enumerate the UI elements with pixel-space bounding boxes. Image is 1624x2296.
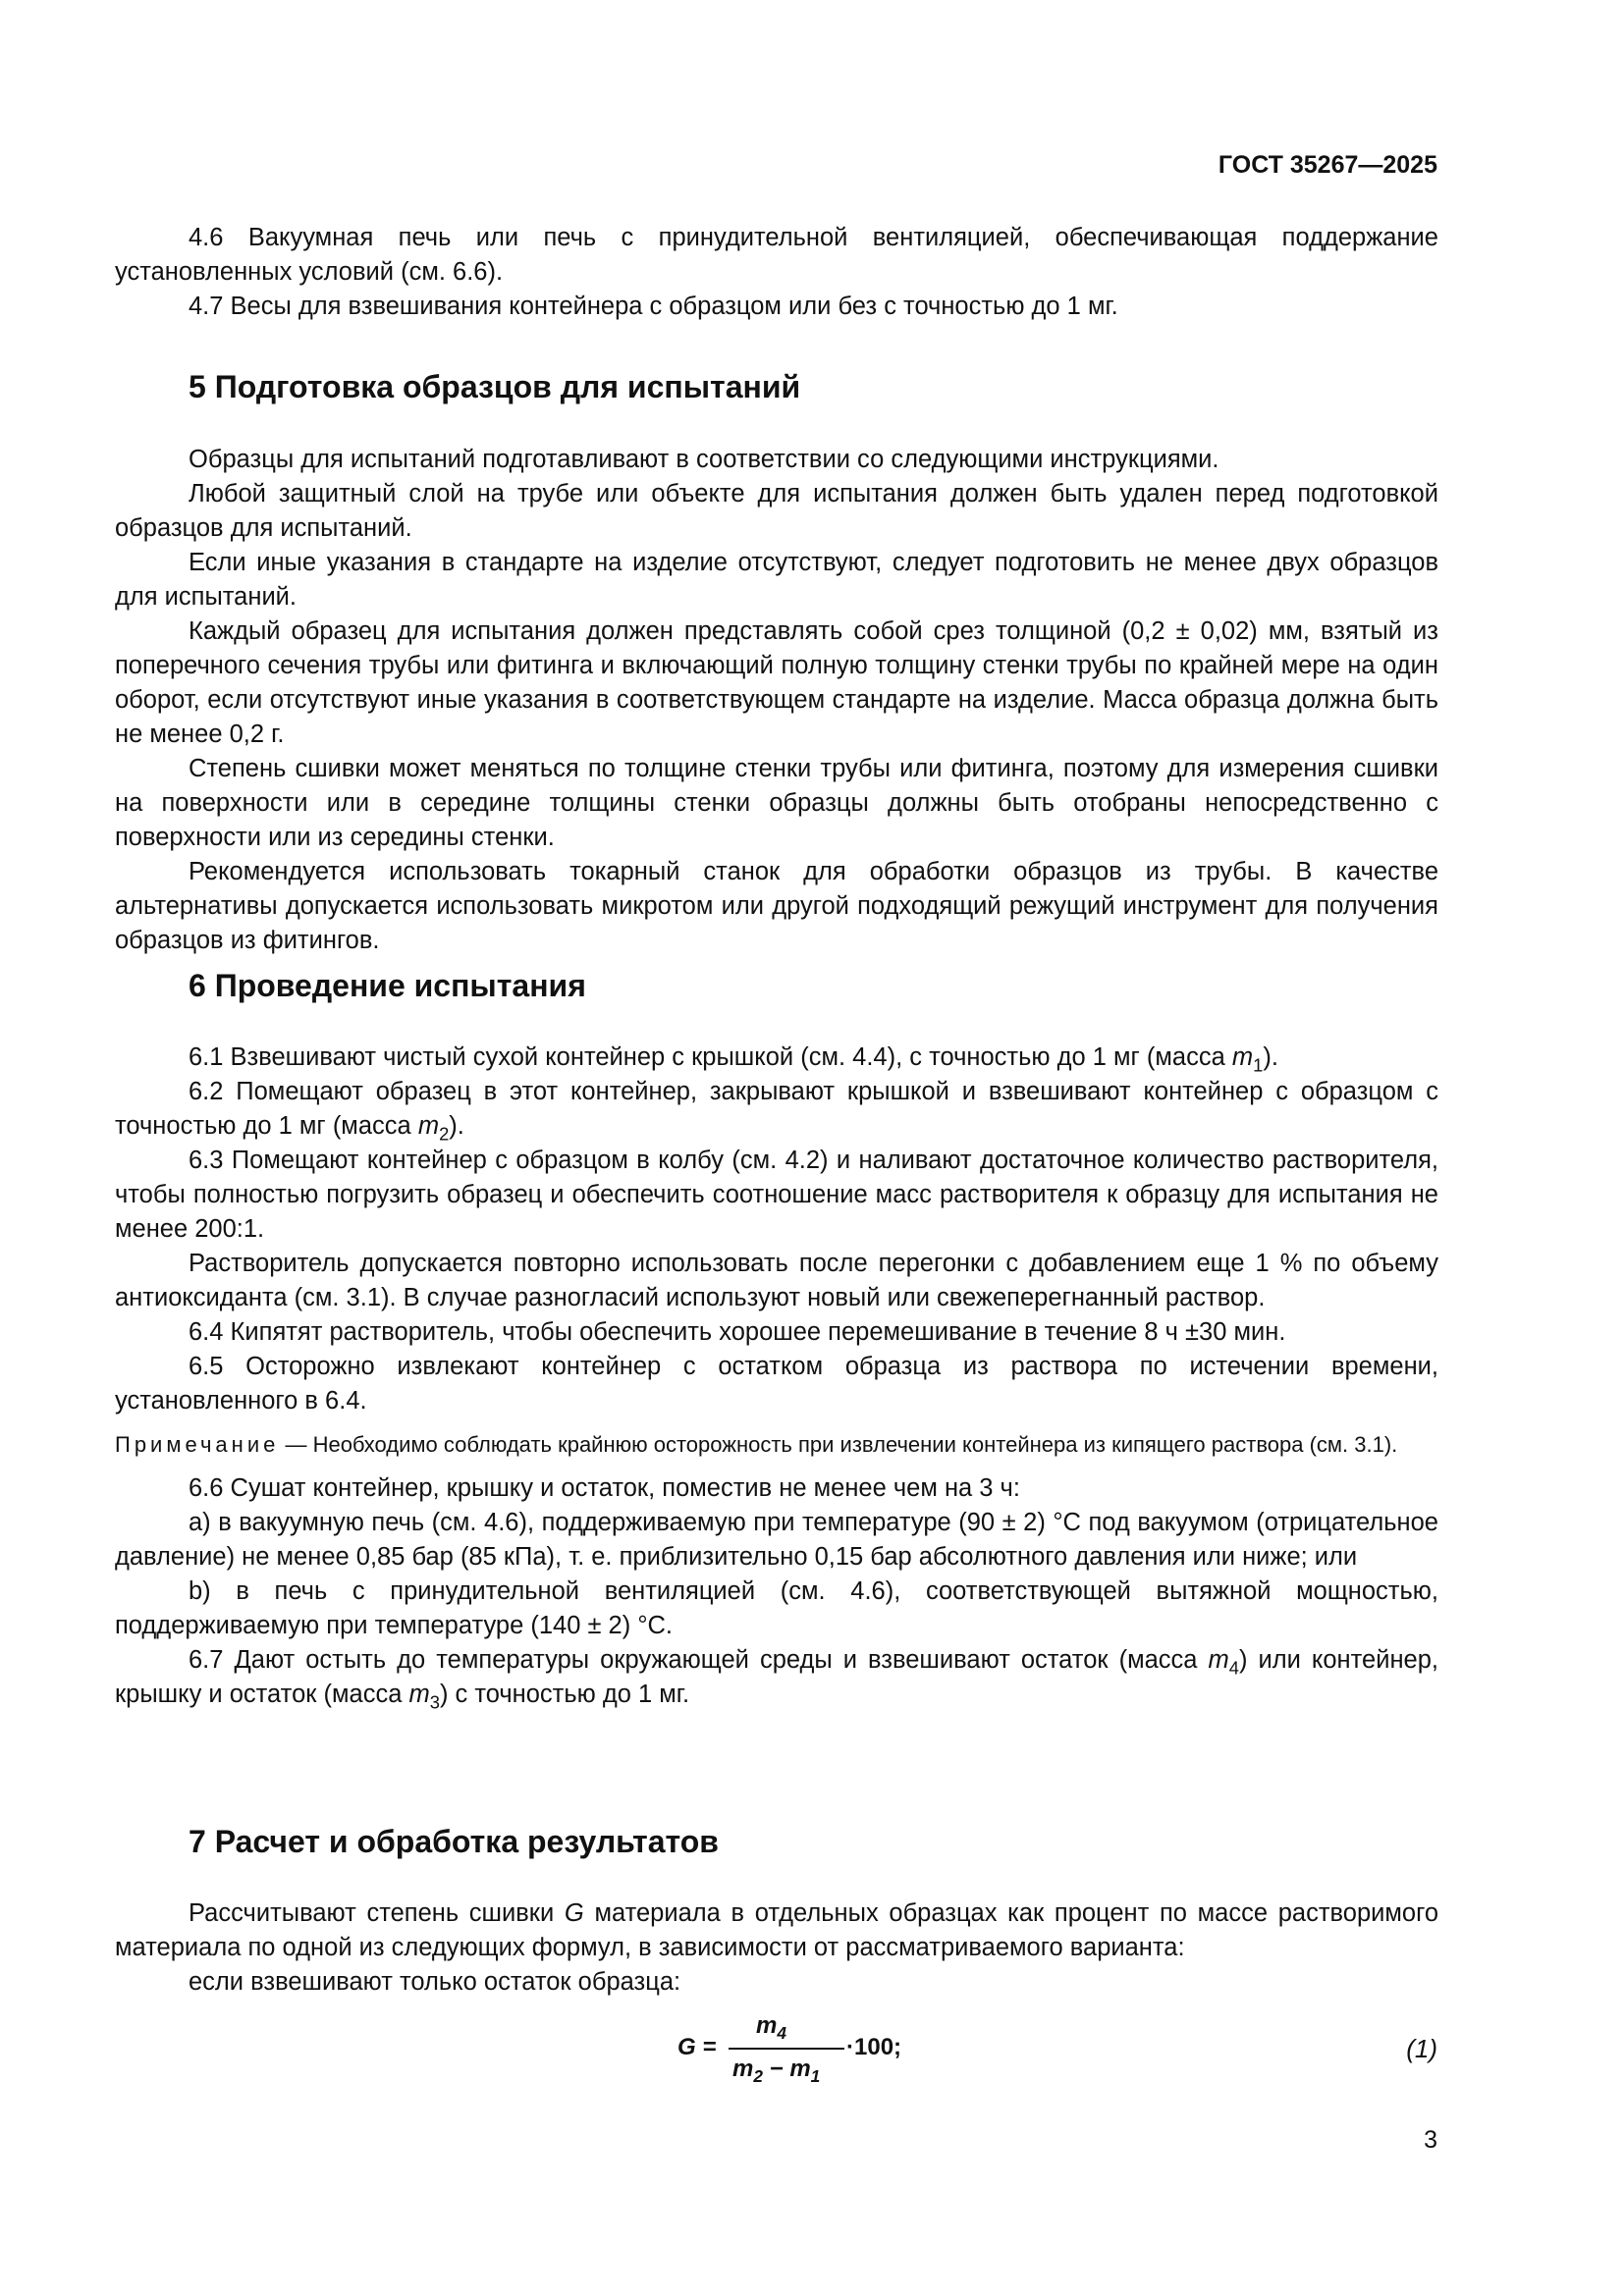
paragraph-6-6: 6.6 Сушат контейнер, крышку и остаток, поместив не менее чем на 3 ч:	[189, 1474, 1020, 1502]
formula-denominator: $m_2 - m_1$	[732, 2056, 821, 2087]
paragraph-5-1: Образцы для испытаний подготавливают в соответствии со следующими инструкциями.	[189, 446, 1219, 473]
section-7	[115, 1822, 1438, 2000]
paragraph-4-7: 4.7 Весы для взвешивания контейнера с образцом или без с точностью до 1 мг.	[189, 293, 1118, 320]
paragraph-7-2: если взвешивают только остаток образца:	[189, 1968, 681, 1996]
page-number: 3	[1424, 2126, 1437, 2154]
paragraph-6-5: 6.5 Осторожно извлекают контейнер с остатком образца из раствора по истечении времени, установленного в 6.4.	[115, 1353, 1438, 1415]
paragraph-5-6: Рекомендуется использовать токарный станок для обработки образцов из трубы. В качестве альтернативы допускается использовать микротом или другой подходящий режущий инструмент для получения образцов из фитингов.	[115, 858, 1438, 954]
document-header: ГОСТ 35267—2025	[1218, 151, 1437, 179]
formula-numerator: $m_4$	[756, 2012, 786, 2044]
formula-1	[677, 2012, 952, 2101]
section-7-title: 7 Расчет и обработка результатов	[189, 1824, 719, 1859]
paragraph-6-3-solvent: Растворитель допускается повторно использовать после перегонки с добавлением еще 1 % по объему антиоксиданта (см. 3.1). В случае разногласий используют новый или свежеперегнанный раствор.	[115, 1250, 1438, 1311]
paragraph-5-2: Любой защитный слой на трубе или объекте для испытания должен быть удален перед подготовкой образцов для испытаний.	[115, 480, 1438, 542]
paragraph-6-4: 6.4 Кипятят растворитель, чтобы обеспечить хорошее перемешивание в течение 8 ч ±30 мин.	[189, 1318, 1286, 1346]
section-4-continuation	[115, 221, 1438, 324]
paragraph-5-5: Степень сшивки может меняться по толщине стенки трубы или фитинга, поэтому для измерения сшивки на поверхности или в середине толщины стенки образцы должны быть отобраны непосредственно с поверхности или из середины стенки.	[115, 755, 1438, 851]
fraction-line	[729, 2048, 844, 2050]
paragraph-5-4: Каждый образец для испытания должен представлять собой срез толщиной (0,2 ± 0,02) мм, взятый из поперечного сечения трубы или фитинга и включающий полную толщину стенки трубы по крайней мере на один оборот, если отсутствуют иные указания в соответствующем стандарте на изделие. Масса образца должна быть не менее 0,2 г.	[115, 617, 1438, 748]
section-5	[115, 367, 1438, 958]
paragraph-6-7: 6.7 Дают остыть до температуры окружающей среды и взвешивают остаток (масса $m_4$) или контейнер, крышку и остаток (масса $m_3$) с точностью до 1 мг.	[115, 1646, 1438, 1713]
paragraph-6-2: 6.2 Помещают образец в этот контейнер, закрывают крышкой и взвешивают контейнер с образцом с точностью до 1 мг (масса $m_2$).	[115, 1078, 1438, 1145]
formula-rhs: ·100;	[846, 2034, 902, 2060]
section-6-title: 6 Проведение испытания	[189, 968, 586, 1003]
paragraph-7-1: Рассчитывают степень сшивки G материала в отдельных образцах как процент по массе растворимого материала по одной из следующих формул, в зависимости от рассматриваемого варианта:	[115, 1899, 1439, 1961]
paragraph-6-6-b: b) в печь с принудительной вентиляцией (см. 4.6), соответствующей вытяжной мощностью, поддерживаемую при температуре (140 ± 2) °С.	[115, 1577, 1438, 1639]
note: Примечание — Необходимо соблюдать крайнюю осторожность при извлечении контейнера из кипящего раствора (см. 3.1).	[115, 1432, 1398, 1457]
paragraph-6-6-a: a) в вакуумную печь (см. 4.6), поддерживаемую при температуре (90 ± 2) °С под вакуумом (отрицательное давление) не менее 0,85 бар (85 кПа), т. е. приблизительно 0,15 бар абсолютного давления или ниже; или	[115, 1509, 1438, 1571]
paragraph-6-1: 6.1 Взвешивают чистый сухой контейнер с крышкой (см. 4.4), с точностью до 1 мг (масса $m_1$).	[189, 1043, 1278, 1076]
paragraph-4-6: 4.6 Вакуумная печь или печь с принудительной вентиляцией, обеспечивающая поддержание установленных условий (см. 6.6).	[115, 224, 1438, 286]
formula-lhs: G =	[677, 2034, 717, 2060]
note-label: Примечание	[115, 1432, 280, 1457]
paragraph-6-3: 6.3 Помещают контейнер с образцом в колбу (см. 4.2) и наливают достаточное количество растворителя, чтобы полностью погрузить образец и обеспечить соотношение масс растворителя к образцу для испытания не менее 200:1.	[115, 1147, 1438, 1243]
paragraph-5-3: Если иные указания в стандарте на изделие отсутствуют, следует подготовить не менее двух образцов для испытаний.	[115, 549, 1438, 611]
formula-number: (1)	[1406, 2034, 1437, 2063]
section-5-title: 5 Подготовка образцов для испытаний	[189, 369, 801, 404]
section-6	[115, 966, 1438, 1712]
